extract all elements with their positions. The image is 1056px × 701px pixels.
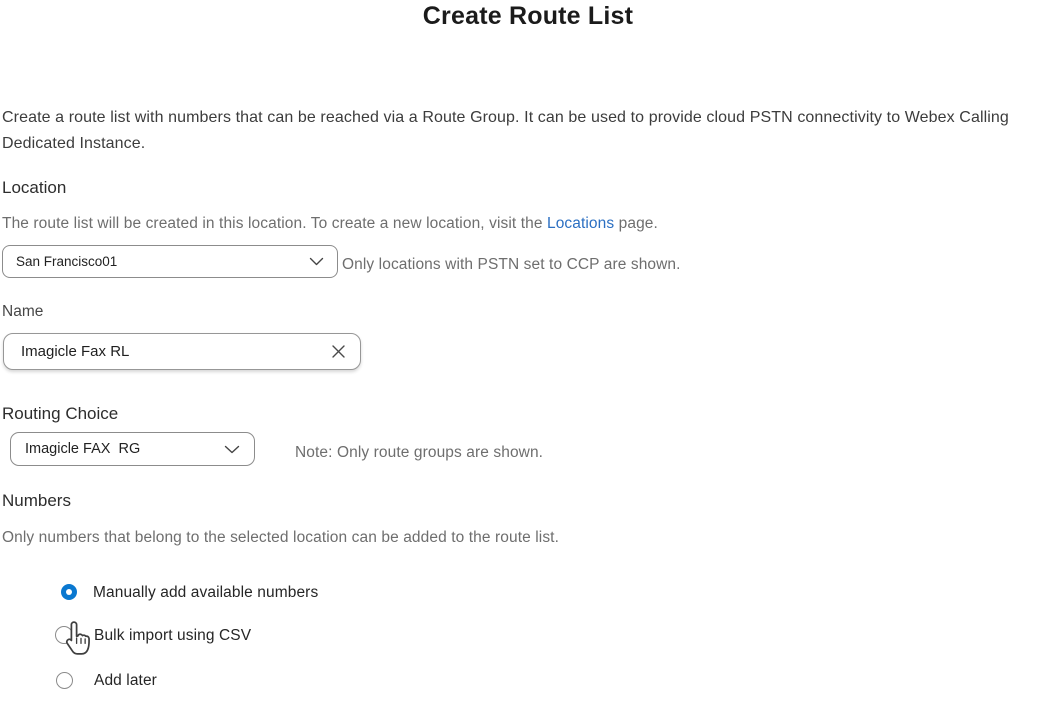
name-field-label: Name xyxy=(2,303,44,320)
radio-selected-icon[interactable] xyxy=(61,584,77,600)
radio-option-label[interactable]: Manually add available numbers xyxy=(93,584,319,601)
name-input[interactable] xyxy=(3,333,361,370)
routing-choice-heading: Routing Choice xyxy=(2,404,119,423)
routing-side-note: Note: Only route groups are shown. xyxy=(295,444,544,461)
location-section-heading: Location xyxy=(2,178,67,197)
numbers-section-heading: Numbers xyxy=(2,491,71,510)
location-helper-text xyxy=(2,215,658,233)
routing-dropdown[interactable] xyxy=(10,432,255,466)
numbers-helper-text: Only numbers that belong to the selected location can be added to the route list. xyxy=(2,529,559,546)
radio-unselected-icon[interactable] xyxy=(55,626,73,644)
radio-unselected-icon[interactable] xyxy=(56,672,73,689)
location-side-note: Only locations with PSTN set to CCP are shown. xyxy=(342,256,681,273)
location-dropdown-value: San Francisco01 xyxy=(16,254,118,269)
routing-dropdown-value: Imagicle FAX RG xyxy=(25,441,141,457)
radio-option-label[interactable]: Bulk import using CSV xyxy=(94,627,252,644)
chevron-down-icon xyxy=(224,445,240,454)
location-dropdown[interactable] xyxy=(2,245,338,278)
clear-x-icon[interactable] xyxy=(331,344,346,359)
chevron-down-icon xyxy=(309,257,324,266)
page-description: Create a route list with numbers that can be reached via a Route Group. It can be used to provide cloud PSTN connectivity to Webex Calling Dedicated Instance. xyxy=(2,109,1009,152)
location-helper-suffix: page. xyxy=(614,215,658,232)
location-helper-prefix: The route list will be created in this location. To create a new location, visit the xyxy=(2,215,547,232)
name-input-value: Imagicle Fax RL xyxy=(21,343,130,360)
page-title: Create Route List xyxy=(422,2,634,30)
radio-option-label[interactable]: Add later xyxy=(94,672,157,689)
locations-link[interactable]: Locations xyxy=(546,215,615,232)
